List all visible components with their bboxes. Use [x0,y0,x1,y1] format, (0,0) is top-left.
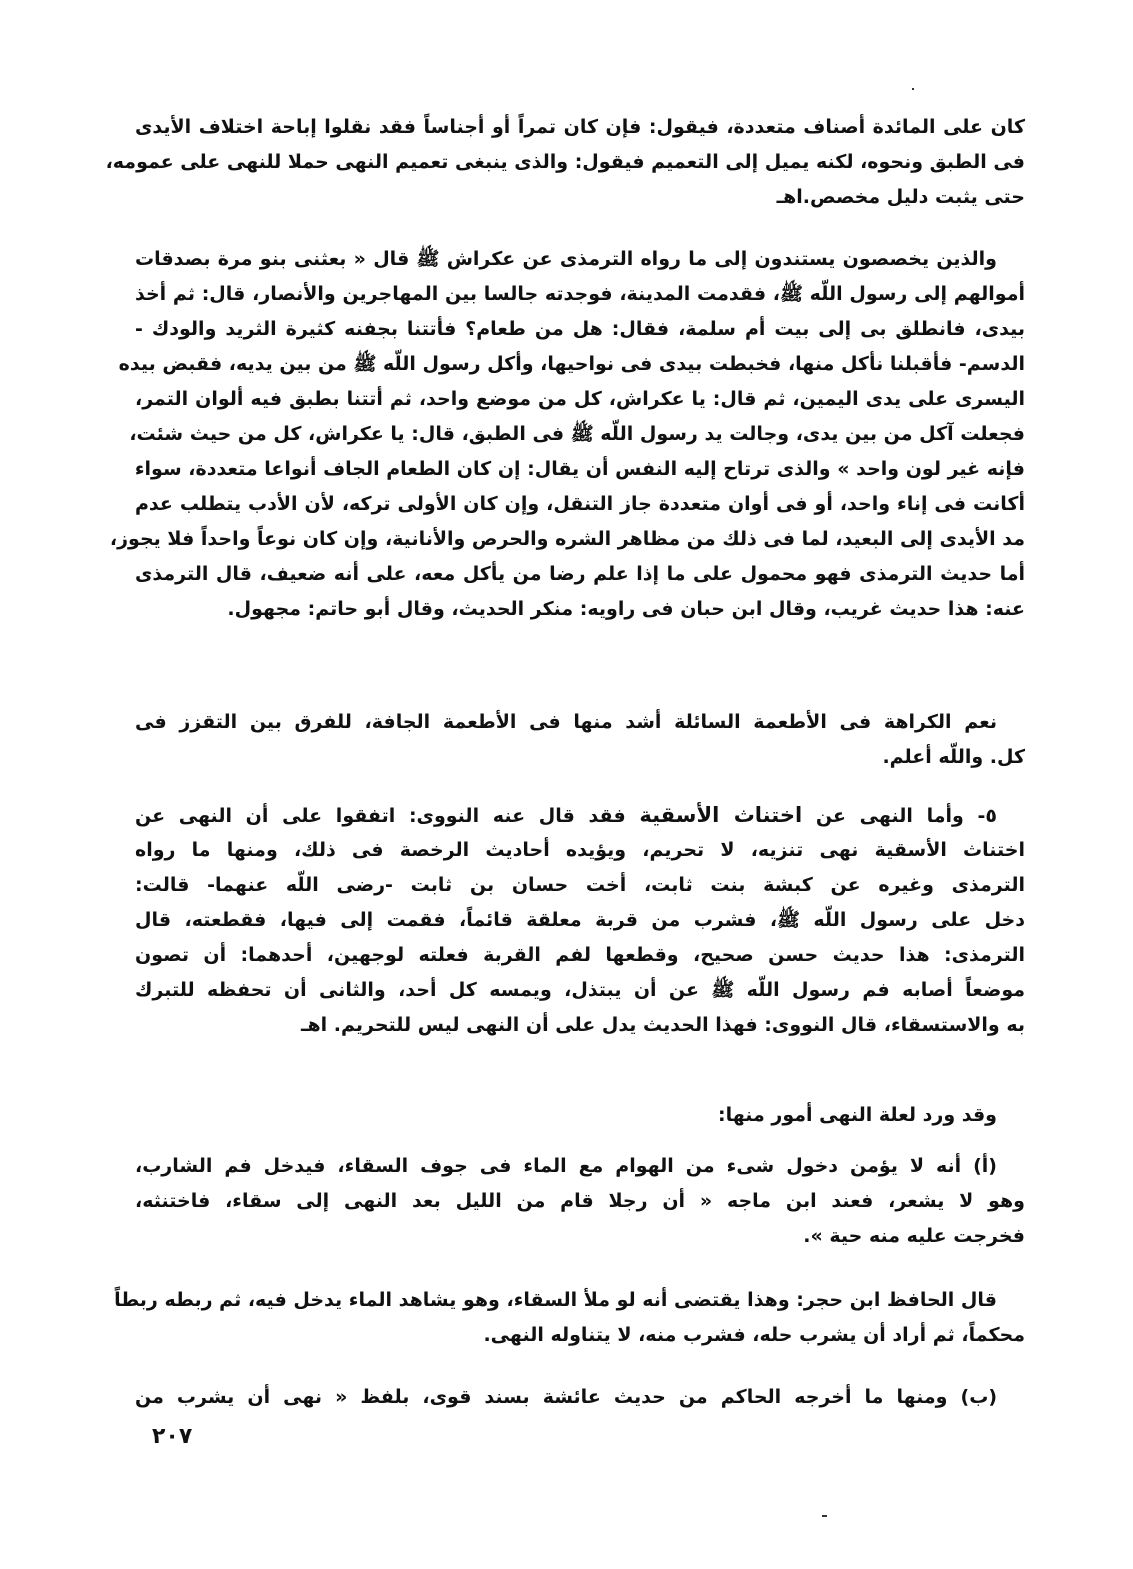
section-heading: اختناث الأسقية [639,803,803,827]
text-line: الترمذى: هذا حديث حسن صحيح، وقطعها لفم القربة فعلته لوجهين، أحدهما: أن تصون [135,944,1025,966]
text-line: بيدى، فانطلق بى إلى بيت أم سلمة، فقال: هل من طعام؟ فأتتنا بجفنه كثيرة الثريد والودك - [135,318,1025,340]
scan-speck [822,1515,827,1517]
text-line: دخل على رسول اللّه ﷺ، فشرب من قربة معلقة قائماً، فقمت إلى فيها، فقطعته، قال [135,909,1025,931]
text-line: (ب) ومنها ما أخرجه الحاكم من حديث عائشة بسند قوى، بلفظ « نهى أن يشرب من [135,1386,997,1408]
text-line: وهو لا يشعر، فعند ابن ماجه « أن رجلا قام من الليل بعد النهى إلى سقاء، فاختنثه، [135,1190,1025,1212]
text-line: فى الطبق ونحوه، لكنه يميل إلى التعميم فيقول: والذى ينبغى تعميم النهى حملا للنهى على عمومه، [105,151,1025,173]
text-line: نعم الكراهة فى الأطعمة السائلة أشد منها فى الأطعمة الجافة، للفرق بين التقزز فى [135,711,997,733]
text-line: عنه: هذا حديث غريب، وقال ابن حبان فى راويه: منكر الحديث، وقال أبو حاتم: مجهول. [227,598,1025,620]
text-line: كان على المائدة أصناف متعددة، فيقول: فإن كان تمراً أو أجناساً فقد نقلوا إباحة اختلاف الأيدى [135,116,1025,138]
text-line: فإنه غير لون واحد » والذى ترتاح إليه النفس أن يقال: إن كان الطعام الجاف أنواعا متعددة، سواء [134,458,1025,480]
text-line: مد الأيدى إلى البعيد، لما فى ذلك من مظاهر الشره والحرص والأنانية، وإن كان نوعاً واحداً فلا يجوز، [109,528,1025,550]
text-line: الترمذى وغيره عن كبشة بنت ثابت، أخت حسان بن ثابت -رضى اللّه عنهما- قالت: [135,874,1025,896]
scan-speck [912,88,914,90]
text-line: وقد ورد لعلة النهى أمور منها: [717,1104,997,1126]
text-line: قال الحافظ ابن حجر: وهذا يقتضى أنه لو ملأ السقاء، وهو يشاهد الماء يدخل فيه، ثم ربطه ربطاً [114,1289,997,1311]
text-line: به والاستسقاء، قال النووى: فهذا الحديث يدل على أن النهى ليس للتحريم. اهـ [300,1014,1025,1036]
text-line: الدسم- فأقبلنا نأكل منها، فخبطت بيدى فى نواحيها، وأكل رسول اللّه ﷺ من بين يديه، فقبض بيده [118,353,1025,375]
text-line: موضعاً أصابه فم رسول اللّه ﷺ عن أن يبتذل، ويمسه كل أحد، والثانى أن تحفظه للتبرك [135,979,1025,1001]
text-line: (أ) أنه لا يؤمن دخول شىء من الهوام مع الماء فى جوف السقاء، فيدخل فم الشارب، [135,1155,997,1177]
text-line: فجعلت آكل من بين يدى، وجالت يد رسول اللّه ﷺ فى الطبق، قال: يا عكراش، كل من حيث شئت، [129,423,1025,445]
text-line: والذين يخصصون يستندون إلى ما رواه الترمذى عن عكراش ﷺ قال « بعثنى بنو مرة بصدقات [135,248,997,270]
text-line: فخرجت عليه منه حية ». [803,1225,1025,1247]
page-number: ٢٠٧ [152,1424,193,1449]
text-span: فقد قال عنه النووى: اتفقوا على أن النهى عن [135,805,640,827]
text-line [135,800,997,831]
text-line: أموالهم إلى رسول اللّه ﷺ، فقدمت المدينة، فوجدته جالسا بين المهاجرين والأنصار، قال: ثم أخذ [135,283,1025,305]
text-line: حتى يثبت دليل مخصص.اهـ [776,186,1025,208]
text-line: اختناث الأسقية نهى تنزيه، لا تحريم، ويؤيده أحاديث الرخصة فى ذلك، ومنها ما رواه [135,839,1025,861]
text-line: كل. واللّه أعلم. [882,746,1025,768]
text-span: ٥- وأما النهى عن [802,805,998,827]
text-line: أكانت فى إناء واحد، أو فى أوان متعددة جاز التنقل، وإن كان الأولى تركه، لأن الأدب يتطلب عدم [135,493,1025,515]
text-line: اليسرى على يدى اليمين، ثم قال: يا عكراش، كل من موضع واحد، ثم أتتنا بطبق فيه ألوان التمر، [135,388,1025,410]
text-line: أما حديث الترمذى فهو محمول على ما إذا علم رضا من يأكل معه، على أنه ضعيف، قال الترمذى [135,563,1025,585]
text-line: محكماً، ثم أراد أن يشرب حله، فشرب منه، لا يتناوله النهى. [483,1324,1025,1346]
